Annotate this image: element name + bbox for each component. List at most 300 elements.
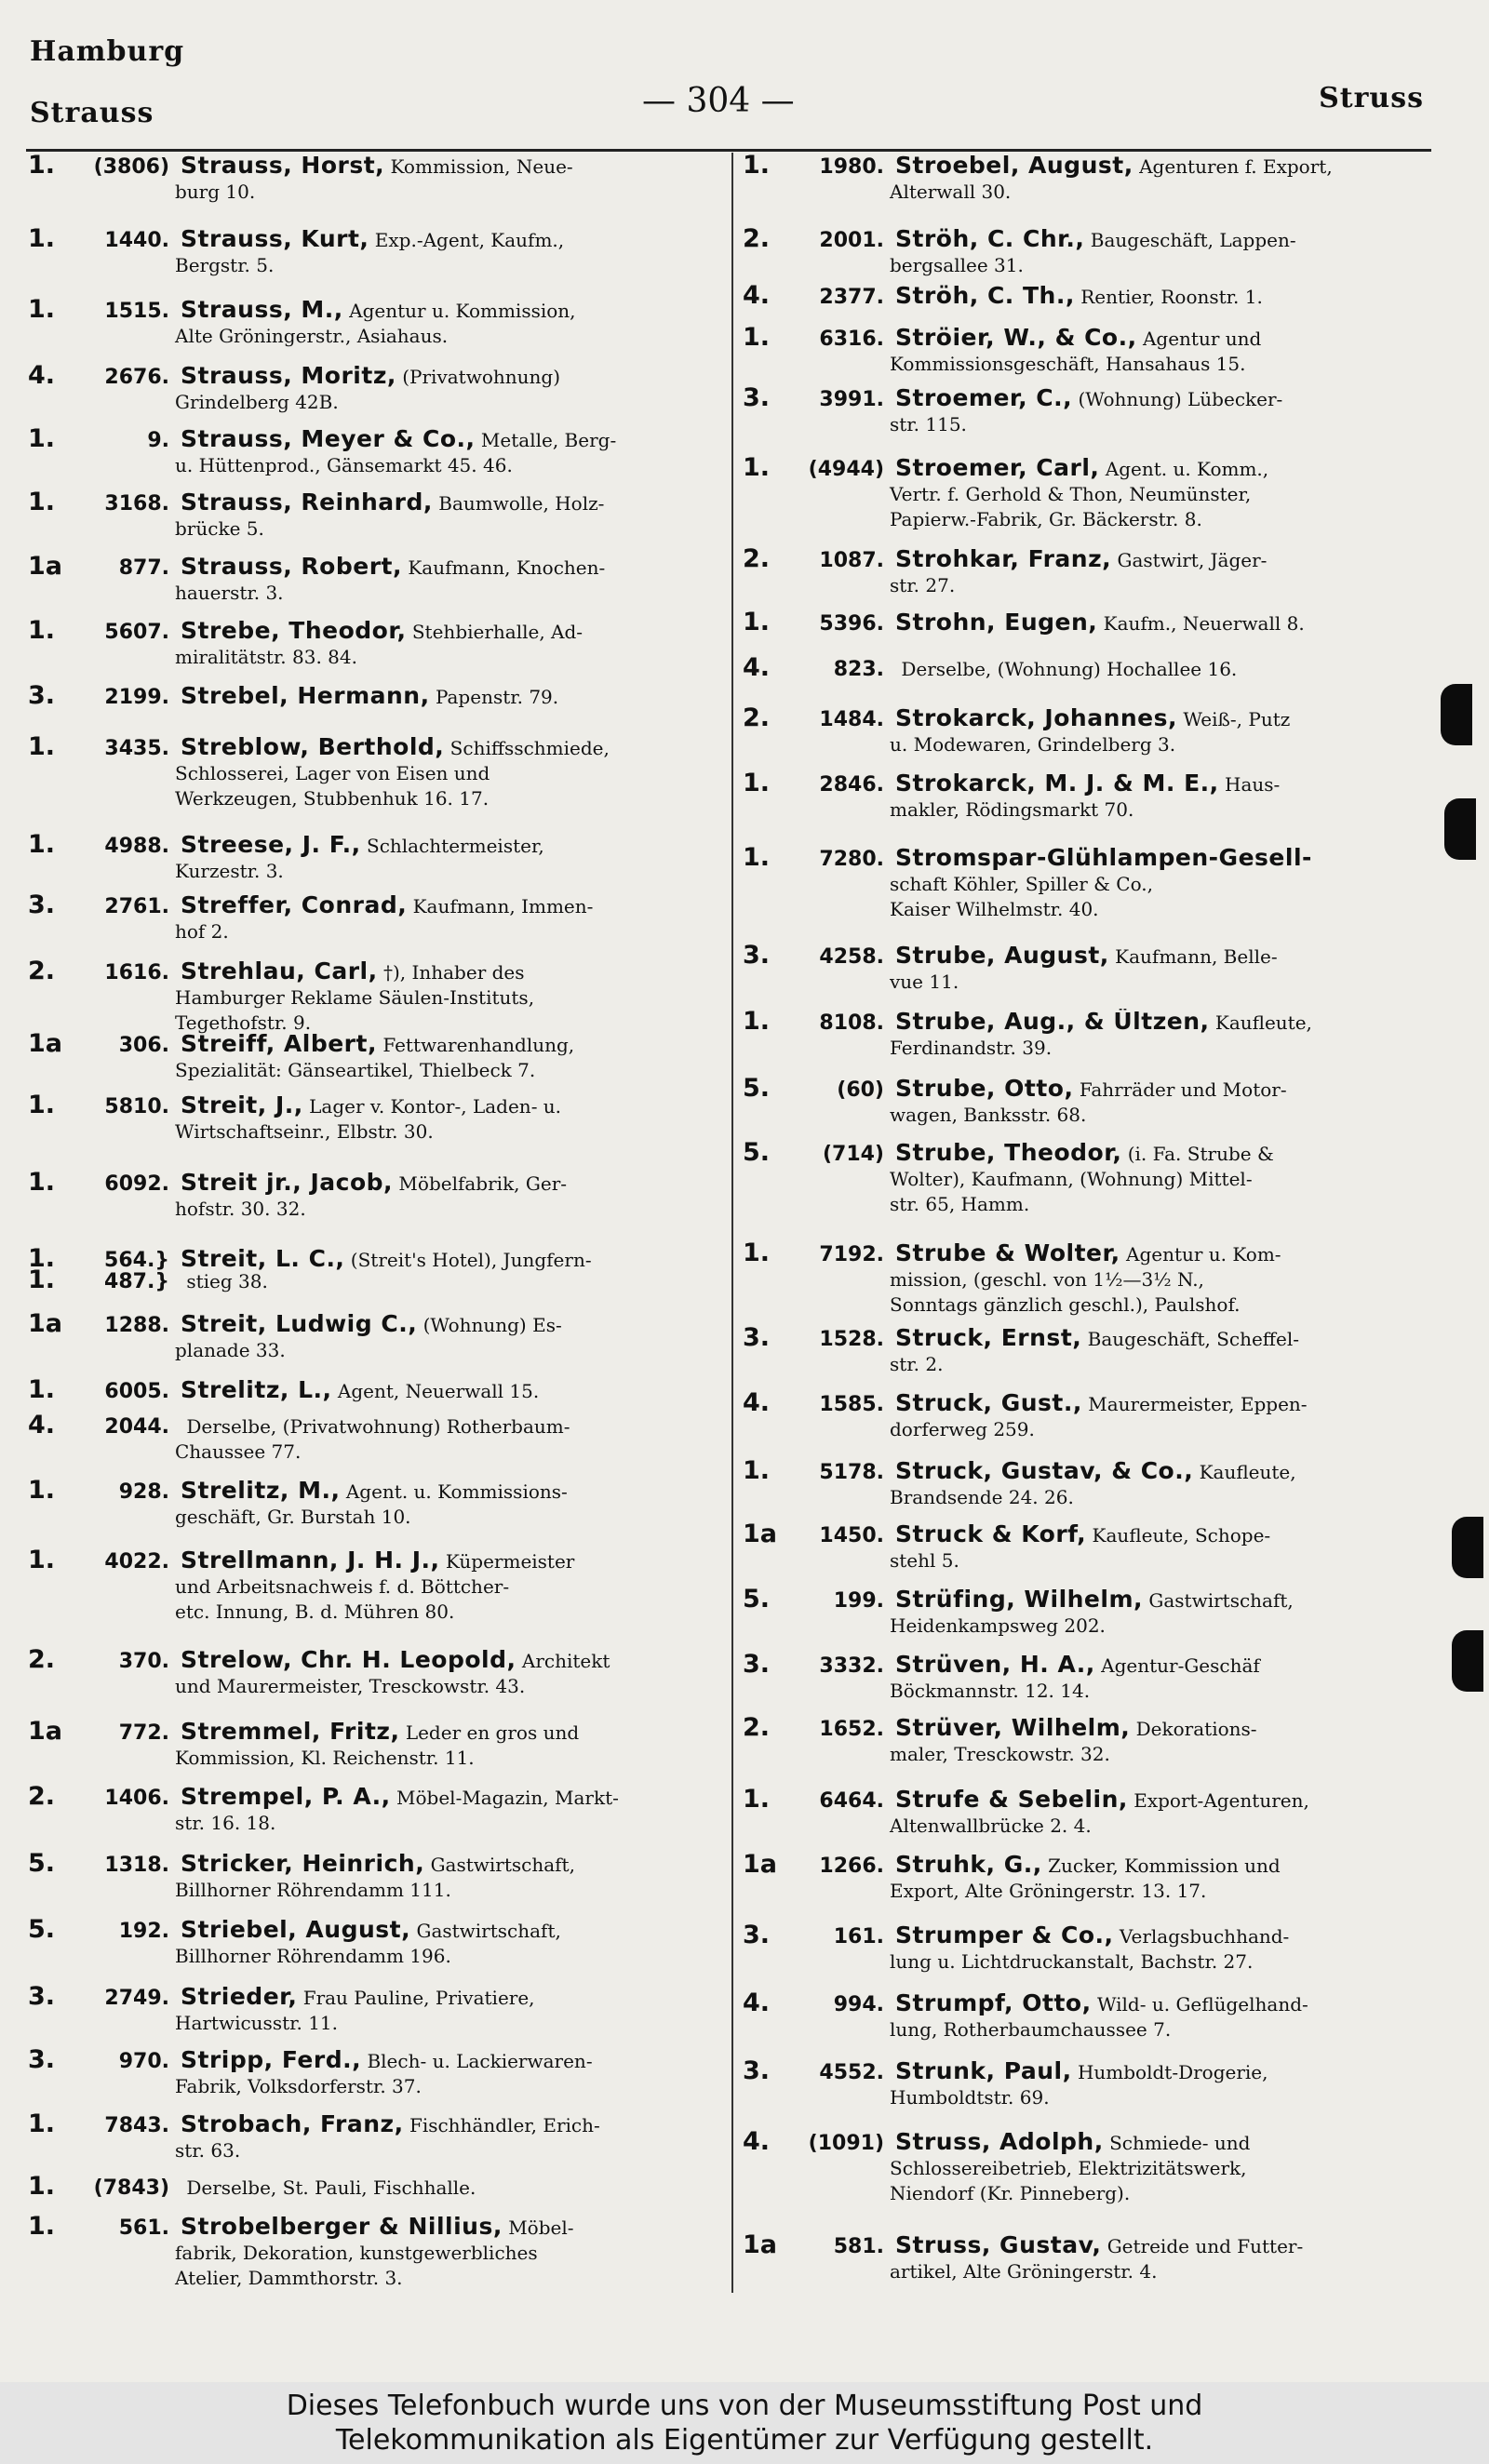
- phone-number: 192.: [118, 1920, 169, 1943]
- range-end-heading: Struss: [1319, 82, 1424, 114]
- subscriber-name: Struss, Gustav,: [895, 2232, 1102, 2258]
- directory-entry: [743, 1587, 1433, 1639]
- subscriber-name: Strumper & Co.,: [895, 1922, 1114, 1948]
- entry-continuation: Sonntags gänzlich geschl.), Paulshof.: [890, 1293, 1241, 1316]
- entry-details: Gastwirtschaft,: [1148, 1589, 1294, 1612]
- entry-details: Weiß-, Putz: [1183, 708, 1291, 730]
- entry-details: (Privatwohnung): [402, 366, 560, 388]
- entry-continuation: mission, (geschl. von 1½—3½ N.,: [890, 1268, 1204, 1291]
- entry-line: [28, 618, 724, 645]
- phone-number: (7843): [93, 2176, 169, 2200]
- exchange-class: 1.: [28, 1170, 56, 1197]
- entry-line: [743, 385, 1433, 412]
- directory-entry: [743, 943, 1433, 995]
- subscriber-name: Strunk, Paul,: [895, 2058, 1072, 2084]
- directory-entry: [743, 705, 1433, 757]
- entry-details: Schlachtermeister,: [367, 835, 544, 857]
- subscriber-name: Strufe & Sebelin,: [895, 1787, 1128, 1813]
- entry-continuation: Bergstr. 5.: [175, 254, 275, 276]
- directory-entry: [28, 1478, 724, 1530]
- entry-line: [743, 705, 1433, 732]
- entry-line: [28, 1784, 724, 1811]
- directory-entry: [743, 455, 1433, 532]
- phone-number: 199.: [833, 1589, 884, 1613]
- exchange-class: 3.: [28, 2047, 56, 2074]
- exchange-class: 4.: [743, 283, 771, 310]
- exchange-class: 1a: [743, 2232, 778, 2259]
- subscriber-name: Struck, Ernst,: [895, 1325, 1082, 1351]
- exchange-class: 5.: [743, 1140, 771, 1167]
- entry-details: Agent. u. Komm.,: [1105, 458, 1269, 480]
- entry-continuation: u. Hüttenprod., Gänsemarkt 45. 46.: [175, 454, 513, 476]
- exchange-class: 4.: [743, 2129, 771, 2156]
- entry-details: Architekt: [521, 1650, 610, 1672]
- phone-number: 1980.: [819, 155, 884, 179]
- exchange-class: 5.: [28, 1917, 56, 1944]
- subscriber-name: Strokarck, Johannes,: [895, 705, 1178, 731]
- entry-details: Kaufm., Neuerwall 8.: [1103, 612, 1305, 635]
- header-rule: [26, 149, 1431, 152]
- entry-continuation: vue 11.: [890, 971, 959, 993]
- subscriber-name: Strube, Aug., & Ültzen,: [895, 1009, 1210, 1035]
- directory-entry: [28, 1917, 724, 1969]
- exchange-class: 3.: [743, 2058, 771, 2085]
- entry-details: Agenturen f. Export,: [1139, 155, 1333, 178]
- entry-details: Agentur u. Kom-: [1126, 1243, 1281, 1265]
- entry-details: Baugeschäft, Scheffel-: [1087, 1328, 1300, 1350]
- entry-details: Blech- u. Lackierwaren-: [367, 2050, 593, 2072]
- exchange-class: 1.: [28, 2174, 56, 2201]
- directory-entry: [743, 1009, 1433, 1061]
- entry-continuation: Humboldtstr. 69.: [890, 2086, 1050, 2109]
- subscriber-name: Strauss, Meyer & Co.,: [181, 426, 476, 452]
- phone-number: 3332.: [819, 1654, 884, 1678]
- directory-entry: [743, 546, 1433, 598]
- directory-entry: [743, 1787, 1433, 1839]
- entry-line: [28, 1267, 724, 1294]
- entry-continuation: Kurzestr. 3.: [175, 860, 284, 882]
- phone-number: 1087.: [819, 549, 884, 572]
- subscriber-name: Stroemer, Carl,: [895, 455, 1100, 481]
- phone-number: 1266.: [819, 1855, 884, 1878]
- directory-entry: [28, 683, 724, 710]
- entry-continuation: Schlosserei, Lager von Eisen und: [175, 762, 490, 784]
- subscriber-name: Strieder,: [181, 1984, 298, 2010]
- subscriber-name: Strube & Wolter,: [895, 1240, 1120, 1266]
- entry-continuation: Heidenkampsweg 202.: [890, 1614, 1106, 1637]
- entry-continuation: Hamburger Reklame Säulen-Instituts,: [175, 986, 535, 1009]
- directory-entry: [28, 958, 724, 1036]
- subscriber-name: Strelow, Chr. H. Leopold,: [181, 1647, 516, 1673]
- directory-entry: [28, 1784, 724, 1836]
- phone-number: 581.: [833, 2235, 884, 2258]
- phone-number: (3806): [93, 155, 169, 179]
- directory-entry: [28, 554, 724, 606]
- entry-details: Leder en gros und: [405, 1721, 580, 1744]
- entry-continuation: und Arbeitsnachweis f. d. Böttcher-: [175, 1575, 510, 1598]
- entry-line: [28, 554, 724, 581]
- entry-line: [743, 546, 1433, 573]
- exchange-class: 1.: [28, 226, 56, 253]
- phone-number: 5810.: [104, 1095, 169, 1118]
- entry-line: [743, 283, 1433, 310]
- entry-line: [28, 2111, 724, 2138]
- entry-details: Derselbe, (Wohnung) Hochallee 16.: [901, 658, 1238, 680]
- subscriber-name: Strube, August,: [895, 943, 1109, 969]
- exchange-class: 1a: [28, 1719, 63, 1746]
- entry-line: [743, 455, 1433, 482]
- subscriber-name: Strelitz, L.,: [181, 1377, 332, 1403]
- entry-details: Schiffsschmiede,: [449, 737, 610, 759]
- entry-line: [28, 1647, 724, 1674]
- directory-entry: [743, 325, 1433, 377]
- subscriber-name: Strube, Otto,: [895, 1076, 1074, 1102]
- directory-entry: [743, 1652, 1433, 1704]
- subscriber-name: Stricker, Heinrich,: [181, 1851, 425, 1877]
- entry-line: [28, 683, 724, 710]
- page-number: — 304 —: [642, 82, 795, 120]
- entry-line: [28, 1719, 724, 1746]
- entry-continuation: makler, Rödingsmarkt 70.: [890, 798, 1134, 821]
- entry-line: [743, 1140, 1433, 1167]
- exchange-class: 1.: [28, 153, 56, 180]
- entry-continuation: burg 10.: [175, 181, 256, 203]
- exchange-class: 1.: [743, 1458, 771, 1485]
- subscriber-name: Ströier, W., & Co.,: [895, 325, 1137, 351]
- exchange-class: 2.: [743, 546, 771, 573]
- directory-entry: [743, 2129, 1433, 2206]
- entry-continuation: str. 115.: [890, 413, 967, 435]
- entry-continuation: hof 2.: [175, 920, 229, 943]
- entry-line: [743, 1009, 1433, 1036]
- entry-line: [743, 2129, 1433, 2156]
- subscriber-name: Strauss, Horst,: [181, 153, 385, 179]
- exchange-class: 3.: [743, 385, 771, 412]
- entry-line: [28, 1092, 724, 1119]
- exchange-class: 5.: [743, 1076, 771, 1103]
- subscriber-name: Stromspar-Glühlampen-Gesell-: [895, 845, 1312, 871]
- exchange-class: 1a: [28, 1311, 63, 1338]
- phone-number: 487.}: [104, 1270, 169, 1293]
- entry-continuation: str. 27.: [890, 574, 956, 596]
- subscriber-name: Strauss, Kurt,: [181, 226, 369, 252]
- phone-number: 6092.: [104, 1172, 169, 1196]
- entry-continuation: str. 16. 18.: [175, 1812, 276, 1834]
- phone-number: 2199.: [104, 686, 169, 709]
- subscriber-name: Strobelberger & Nillius,: [181, 2214, 503, 2240]
- phone-number: 561.: [118, 2216, 169, 2240]
- entry-details: Frau Pauline, Privatiere,: [302, 1987, 535, 2009]
- entry-continuation: Grindelberg 42B.: [175, 391, 339, 413]
- entry-line: [743, 1652, 1433, 1679]
- exchange-class: 1.: [28, 1377, 56, 1404]
- subscriber-name: Struck, Gustav, & Co.,: [895, 1458, 1194, 1484]
- entry-continuation: hofstr. 30. 32.: [175, 1198, 306, 1220]
- entry-continuation: Alterwall 30.: [890, 181, 1012, 203]
- exchange-class: 2.: [28, 1784, 56, 1811]
- entry-details: Agentur u. Kommission,: [349, 300, 576, 322]
- entry-details: Fettwarenhandlung,: [382, 1034, 575, 1056]
- directory-entry: [743, 1458, 1433, 1510]
- entry-details: Lager v. Kontor-, Laden- u.: [309, 1095, 562, 1118]
- directory-entry: [743, 1990, 1433, 2042]
- subscriber-name: Strüver, Wilhelm,: [895, 1715, 1131, 1741]
- entry-details: Export-Agenturen,: [1134, 1789, 1309, 1812]
- directory-entry: [743, 1715, 1433, 1767]
- directory-entry: [743, 2232, 1433, 2284]
- exchange-class: 2.: [743, 705, 771, 732]
- subscriber-name: Streit, L. C.,: [181, 1246, 345, 1272]
- footer-line-1: Dieses Telefonbuch wurde uns von der Museumsstiftung Post und: [286, 2390, 1203, 2422]
- phone-number: 1515.: [104, 300, 169, 323]
- subscriber-name: Streit, J.,: [181, 1092, 303, 1118]
- entry-continuation: Billhorner Röhrendamm 196.: [175, 1945, 451, 1967]
- subscriber-name: Streiff, Albert,: [181, 1031, 377, 1057]
- entry-continuation: schaft Köhler, Spiller & Co.,: [890, 873, 1154, 895]
- entry-line: [28, 1311, 724, 1338]
- entry-details: Kommission, Neue-: [390, 155, 573, 178]
- exchange-class: 1.: [28, 734, 56, 761]
- phone-number: 1484.: [819, 708, 884, 731]
- subscriber-name: Streblow, Berthold,: [181, 734, 445, 760]
- phone-number: 1406.: [104, 1787, 169, 1810]
- thumb-index-tab-marker: [1452, 1630, 1483, 1692]
- directory-entry: [743, 226, 1433, 278]
- directory-entry: [28, 734, 724, 811]
- phone-number: (714): [822, 1143, 884, 1166]
- entry-details: Exp.-Agent, Kaufm.,: [374, 229, 565, 251]
- entry-line: [743, 655, 1433, 682]
- entry-continuation: bergsallee 31.: [890, 254, 1024, 276]
- entry-continuation: Niendorf (Kr. Pinneberg).: [890, 2182, 1131, 2204]
- phone-number: 2846.: [819, 773, 884, 797]
- subscriber-name: Strauss, M.,: [181, 297, 343, 323]
- phone-number: 7843.: [104, 2114, 169, 2137]
- entry-line: [743, 845, 1433, 872]
- entry-details: Getreide und Futter-: [1107, 2235, 1304, 2257]
- entry-line: [743, 770, 1433, 797]
- entry-line: [743, 226, 1433, 253]
- subscriber-name: Stroebel, August,: [895, 153, 1134, 179]
- entry-line: [743, 1990, 1433, 2017]
- directory-entry: [743, 770, 1433, 823]
- exchange-class: 1.: [28, 489, 56, 516]
- entry-continuation: str. 65, Hamm.: [890, 1193, 1030, 1215]
- thumb-index-tab-marker: [1444, 798, 1476, 860]
- phone-number: 7192.: [819, 1243, 884, 1266]
- entry-continuation: wagen, Banksstr. 68.: [890, 1104, 1087, 1126]
- directory-entry: [28, 1719, 724, 1771]
- subscriber-name: Strohn, Eugen,: [895, 609, 1098, 636]
- phone-number: 4258.: [819, 945, 884, 969]
- entry-details: Agent, Neuerwall 15.: [337, 1380, 540, 1402]
- entry-details: Schmiede- und: [1109, 2132, 1251, 2154]
- entry-details: Gastwirtschaft,: [416, 1920, 561, 1942]
- entry-line: [743, 609, 1433, 636]
- directory-entry: [28, 1092, 724, 1145]
- subscriber-name: Strehlau, Carl,: [181, 958, 378, 984]
- exchange-class: 2.: [28, 958, 56, 985]
- phone-number: 1616.: [104, 961, 169, 984]
- thumb-index-tab-marker: [1452, 1517, 1483, 1578]
- entry-line: [28, 2214, 724, 2241]
- entry-continuation: Papierw.-Fabrik, Gr. Bäckerstr. 8.: [890, 508, 1202, 530]
- subscriber-name: Striebel, August,: [181, 1917, 411, 1943]
- entry-details: Zucker, Kommission und: [1048, 1855, 1281, 1877]
- directory-entry: [28, 1547, 724, 1625]
- directory-entry: [743, 1076, 1433, 1128]
- subscriber-name: Strebel, Hermann,: [181, 683, 430, 709]
- subscriber-name: Struss, Adolph,: [895, 2129, 1104, 2155]
- exchange-class: 1.: [743, 770, 771, 797]
- phone-number: 161.: [833, 1925, 884, 1948]
- entry-continuation: miralitätstr. 83. 84.: [175, 646, 357, 668]
- directory-entry: [28, 363, 724, 415]
- entry-details: Dekorations-: [1135, 1718, 1257, 1740]
- entry-details: Agentur-Geschäf: [1101, 1654, 1260, 1677]
- exchange-class: 1a: [28, 1031, 63, 1058]
- entry-continuation: Chaussee 77.: [175, 1440, 302, 1463]
- exchange-class: 3.: [743, 1922, 771, 1949]
- phone-number: 1450.: [819, 1524, 884, 1547]
- subscriber-name: Streese, J. F.,: [181, 832, 361, 858]
- entry-continuation: und Maurermeister, Tresckowstr. 43.: [175, 1675, 526, 1697]
- subscriber-name: Strüfing, Wilhelm,: [895, 1587, 1144, 1613]
- entry-continuation: Kaiser Wilhelmstr. 40.: [890, 898, 1099, 920]
- directory-entry: [28, 1984, 724, 2036]
- entry-line: [28, 363, 724, 390]
- exchange-class: 4.: [28, 363, 56, 390]
- entry-details: Papenstr. 79.: [435, 686, 559, 708]
- directory-entry: [28, 2047, 724, 2099]
- phone-number: 3168.: [104, 492, 169, 516]
- phone-number: 8108.: [819, 1011, 884, 1035]
- left-column: [28, 153, 724, 2293]
- phone-number: 772.: [118, 1721, 169, 1745]
- entry-line: [28, 297, 724, 324]
- entry-details: Fahrräder und Motor-: [1079, 1078, 1287, 1101]
- phone-number: 4988.: [104, 835, 169, 858]
- phone-number: 2749.: [104, 1987, 169, 2010]
- right-column: [743, 153, 1433, 2293]
- entry-details: Derselbe, St. Pauli, Fischhalle.: [186, 2176, 476, 2199]
- exchange-class: 1.: [28, 1246, 56, 1273]
- entry-continuation: stehl 5.: [890, 1549, 959, 1572]
- subscriber-name: Ströh, C. Th.,: [895, 283, 1075, 309]
- entry-details: Möbelfabrik, Ger-: [398, 1172, 568, 1195]
- directory-entry: [28, 1647, 724, 1699]
- entry-line: [743, 2058, 1433, 2085]
- entry-line: [743, 1922, 1433, 1949]
- phone-number: 994.: [833, 1993, 884, 2016]
- entry-continuation: u. Modewaren, Grindelberg 3.: [890, 733, 1176, 756]
- entry-line: [743, 1587, 1433, 1614]
- directory-entry: [28, 426, 724, 478]
- directory-entry: [743, 153, 1433, 205]
- directory-entry: [28, 297, 724, 349]
- entry-line: [743, 1076, 1433, 1103]
- directory-entry: [28, 892, 724, 944]
- entry-continuation: Billhorner Röhrendamm 111.: [175, 1879, 451, 1901]
- phone-number: 2044.: [104, 1415, 169, 1439]
- entry-details: †), Inhaber des: [382, 961, 525, 984]
- entry-continuation: Kommissionsgeschäft, Hansahaus 15.: [890, 353, 1246, 375]
- entry-details: Derselbe, (Privatwohnung) Rotherbaum-: [186, 1415, 570, 1438]
- entry-continuation: Schlossereibetrieb, Elektrizitätswerk,: [890, 2157, 1247, 2179]
- phone-number: 6316.: [819, 328, 884, 351]
- entry-details: Kaufmann, Knochen-: [408, 556, 606, 579]
- exchange-class: 1.: [743, 609, 771, 636]
- exchange-class: 3.: [28, 892, 56, 919]
- phone-number: 4552.: [819, 2061, 884, 2084]
- entry-line: [28, 734, 724, 761]
- directory-entry: [743, 283, 1433, 310]
- entry-continuation: etc. Innung, B. d. Mühren 80.: [175, 1600, 455, 1623]
- exchange-class: 1.: [743, 325, 771, 352]
- entry-continuation: artikel, Alte Gröningerstr. 4.: [890, 2260, 1158, 2283]
- directory-entry: [28, 1851, 724, 1903]
- directory-entry: [28, 1267, 724, 1294]
- phone-number: 3435.: [104, 737, 169, 760]
- entry-details: Agent. u. Kommissions-: [345, 1480, 568, 1503]
- phone-number: 564.}: [104, 1249, 169, 1272]
- subscriber-name: Struck, Gust.,: [895, 1390, 1082, 1416]
- provenance-footer: [0, 2382, 1489, 2464]
- exchange-class: 1.: [743, 455, 771, 482]
- entry-continuation: Fabrik, Volksdorferstr. 37.: [175, 2075, 422, 2097]
- phone-number: 877.: [118, 556, 169, 580]
- entry-details: Gastwirt, Jäger-: [1117, 549, 1268, 571]
- entry-line: [28, 1547, 724, 1574]
- subscriber-name: Streffer, Conrad,: [181, 892, 408, 918]
- exchange-class: 2.: [28, 1647, 56, 1674]
- entry-details: Kaufleute,: [1199, 1461, 1296, 1483]
- exchange-class: 1.: [743, 1787, 771, 1814]
- entry-details: Metalle, Berg-: [480, 429, 617, 451]
- phone-number: 1440.: [104, 229, 169, 252]
- entry-details: Möbel-: [508, 2216, 574, 2239]
- exchange-class: 1a: [743, 1852, 778, 1879]
- phone-number: 6464.: [819, 1789, 884, 1813]
- entry-details: Kaufmann, Immen-: [412, 895, 594, 917]
- exchange-class: 1.: [28, 1267, 56, 1294]
- entry-line: [743, 1325, 1433, 1352]
- entry-details: Verlagsbuchhand-: [1119, 1925, 1290, 1948]
- entry-line: [743, 1787, 1433, 1814]
- entry-details: Möbel-Magazin, Markt-: [396, 1787, 619, 1809]
- subscriber-name: Streit jr., Jacob,: [181, 1170, 394, 1196]
- entry-details: Agentur und: [1142, 328, 1262, 350]
- phone-number: 306.: [118, 1034, 169, 1057]
- subscriber-name: Strobach, Franz,: [181, 2111, 404, 2137]
- directory-entry: [28, 2214, 724, 2291]
- phone-number: (1091): [808, 2132, 884, 2155]
- subscriber-name: Strelitz, M.,: [181, 1478, 341, 1504]
- entry-line: [743, 1390, 1433, 1417]
- entry-details: Kaufleute,: [1214, 1011, 1312, 1034]
- entry-line: [28, 1917, 724, 1944]
- entry-details: stieg 38.: [186, 1270, 268, 1292]
- directory-entry: [28, 1311, 724, 1363]
- entry-details: Wild- u. Geflügelhand-: [1096, 1993, 1308, 2015]
- exchange-class: 1.: [28, 297, 56, 324]
- entry-details: Maurermeister, Eppen-: [1088, 1393, 1308, 1415]
- subscriber-name: Strokarck, M. J. & M. E.,: [895, 770, 1219, 797]
- directory-entry: [743, 1521, 1433, 1573]
- directory-entry: [28, 1170, 724, 1222]
- directory-entry: [743, 1240, 1433, 1318]
- phone-number: 1528.: [819, 1328, 884, 1351]
